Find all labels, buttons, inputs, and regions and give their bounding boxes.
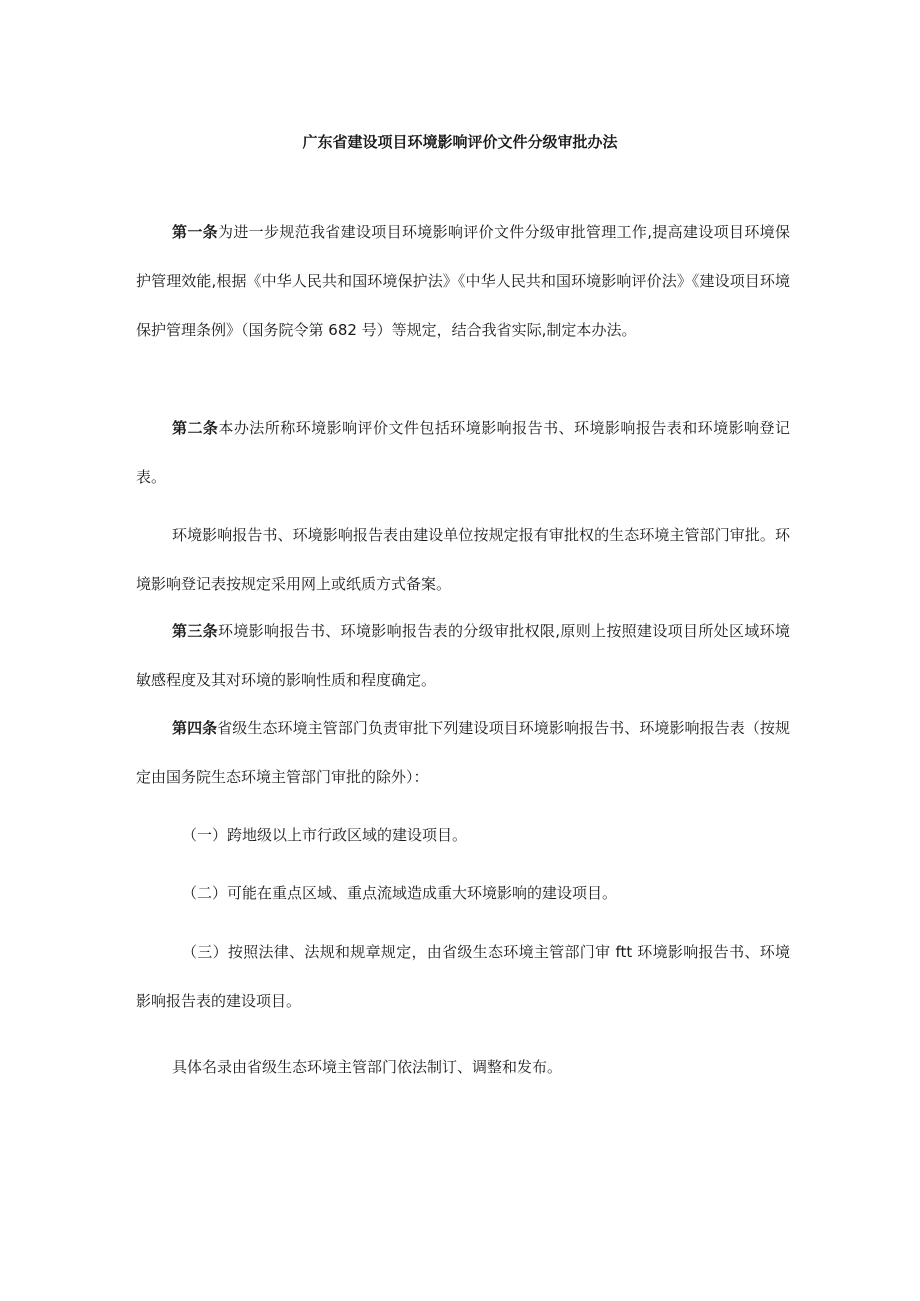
article-3 <box>136 607 790 705</box>
article-1-text: 为进一步规范我省建设项目环境影响评价文件分级审批管理工作,提高建设项目环境保护管理效能,根据《中华人民共和国环境保护法》《中华人民共和国环境影响评价法》《建设项目环境保护管理条例》（国务院令第 682 号）等规定，结合我省实际,制定本办法。 <box>136 223 790 339</box>
article-2-paragraph-2: 环境影响报告书、环境影响报告表由建设单位按规定报有审批权的生态环境主管部门审批。环境影响登记表按规定采用网上或纸质方式备案。 <box>136 526 790 593</box>
article-4 <box>136 704 790 802</box>
list-item-2: （二）可能在重点区域、重点流域造成重大环境影响的建设项目。 <box>182 884 618 902</box>
list-item-1: （一）跨地级以上市行政区域的建设项目。 <box>182 826 468 844</box>
article-1 <box>136 208 790 355</box>
article-1-label: 第一条 <box>172 223 218 241</box>
article-4-text: 省级生态环境主管部门负责审批下列建设项目环境影响报告书、环境影响报告表（按规定由国务院生态环境主管部门审批的除外）： <box>136 719 790 786</box>
article-4-label: 第四条 <box>172 719 218 737</box>
closing-paragraph: 具体名录由省级生态环境主管部门依法制订、调整和发布。 <box>172 1058 563 1076</box>
article-3-text: 环境影响报告书、环境影响报告表的分级审批权限,原则上按照建设项目所处区域环境敏感程度及其对环境的影响性质和程度确定。 <box>136 622 790 689</box>
article-2-text: 本办法所称环境影响评价文件包括环境影响报告书、环境影响报告表和环境影响登记表。 <box>136 419 790 486</box>
list-item-3: （三）按照法律、法规和规章规定，由省级生态环境主管部门审 ftt 环境影响报告书、环境影响报告表的建设项目。 <box>136 943 790 1010</box>
article-2-label: 第二条 <box>172 419 219 437</box>
article-2 <box>136 404 790 502</box>
article-3-label: 第三条 <box>172 622 218 640</box>
document-title: 广东省建设项目环境影响评价文件分级审批办法 <box>302 133 618 151</box>
